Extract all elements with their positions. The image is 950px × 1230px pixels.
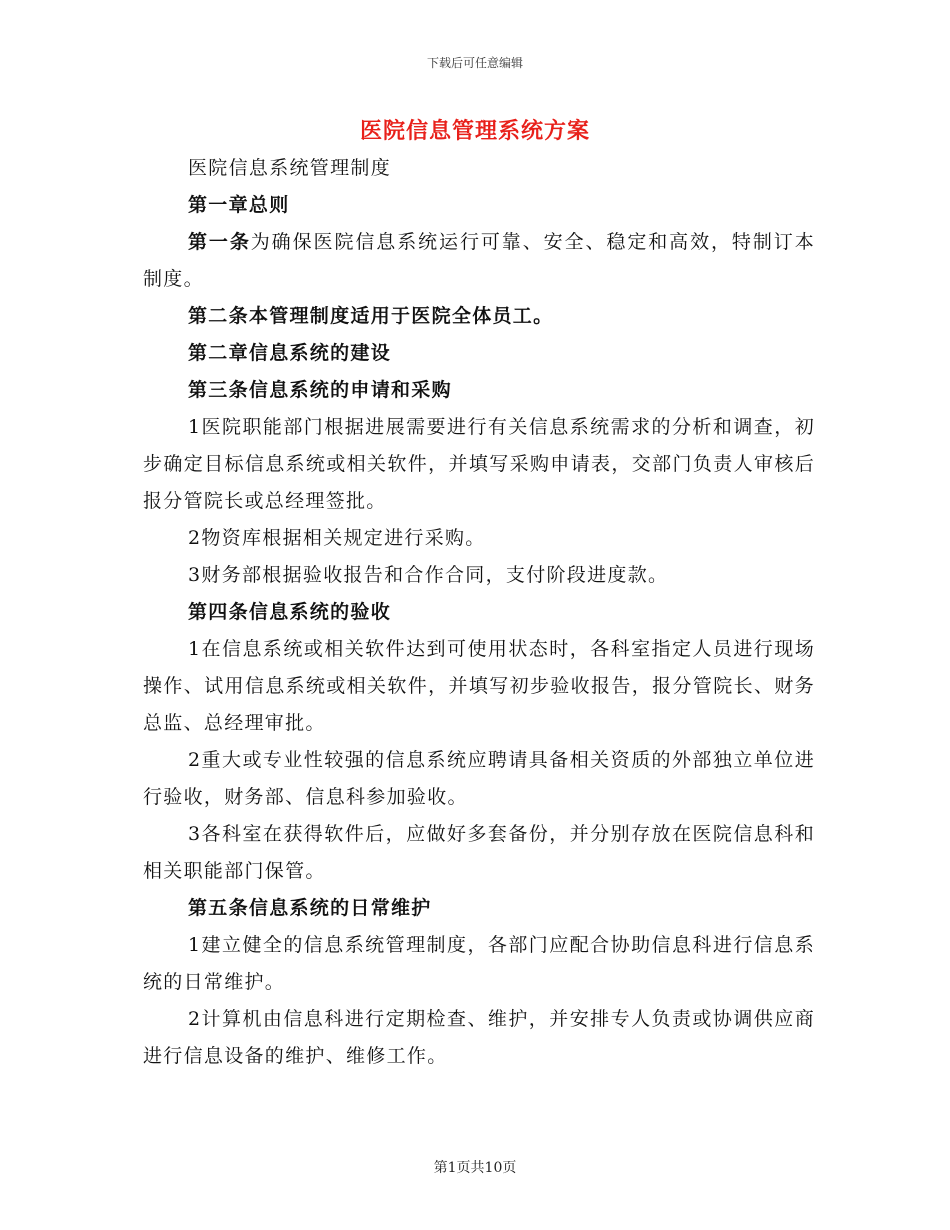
paragraph-subtitle: 医院信息系统管理制度: [188, 157, 392, 179]
article-3-item-3: 3财务部根据验收报告和合作合同，支付阶段进度款。: [188, 564, 669, 586]
article-5-heading: 第五条信息系统的日常维护: [188, 897, 432, 919]
article-3-heading: 第三条信息系统的申请和采购: [188, 379, 452, 401]
article-2: 第二条本管理制度适用于医院全体员工。: [188, 305, 554, 327]
article-5-item-1: 1建立健全的信息系统管理制度，各部门应配合协助信息科进行信息系统的日常维护。: [143, 934, 815, 993]
article-4-item-1: 1在信息系统或相关软件达到可使用状态时，各科室指定人员进行现场操作、试用信息系统或相关软件，并填写初步验收报告，报分管院长、财务总监、总经理审批。: [143, 638, 815, 734]
chapter-1-heading: 第一章总则: [188, 194, 290, 216]
article-4-item-3: 3各科室在获得软件后，应做好多套备份，并分别存放在医院信息科和相关职能部门保管。: [143, 823, 815, 882]
document-body: [143, 150, 815, 1075]
document-title: 医院信息管理系统方案: [359, 118, 590, 144]
page-header: 下载后可任意编辑: [426, 56, 523, 70]
article-3-item-2: 2物资库根据相关规定进行采购。: [188, 527, 486, 549]
page-footer: 第1页共10页: [433, 1160, 517, 1176]
chapter-2-heading: 第二章信息系统的建设: [188, 342, 392, 364]
article-3-item-1: 1医院职能部门根据进展需要进行有关信息系统需求的分析和调查，初步确定目标信息系统或相关软件，并填写采购申请表，交部门负责人审核后报分管院长或总经理签批。: [143, 416, 815, 512]
article-4-heading: 第四条信息系统的验收: [188, 601, 392, 623]
article-5-item-2: 2计算机由信息科进行定期检查、维护，并安排专人负责或协调供应商进行信息设备的维护、维修工作。: [143, 1008, 815, 1067]
article-4-item-2: 2重大或专业性较强的信息系统应聘请具备相关资质的外部独立单位进行验收，财务部、信息科参加验收。: [143, 749, 815, 808]
article-1-lead: 第一条: [188, 231, 251, 253]
article-1: [143, 224, 815, 298]
article-1-text: 为确保医院信息系统运行可靠、安全、稳定和高效，特制订本制度。: [143, 231, 815, 290]
